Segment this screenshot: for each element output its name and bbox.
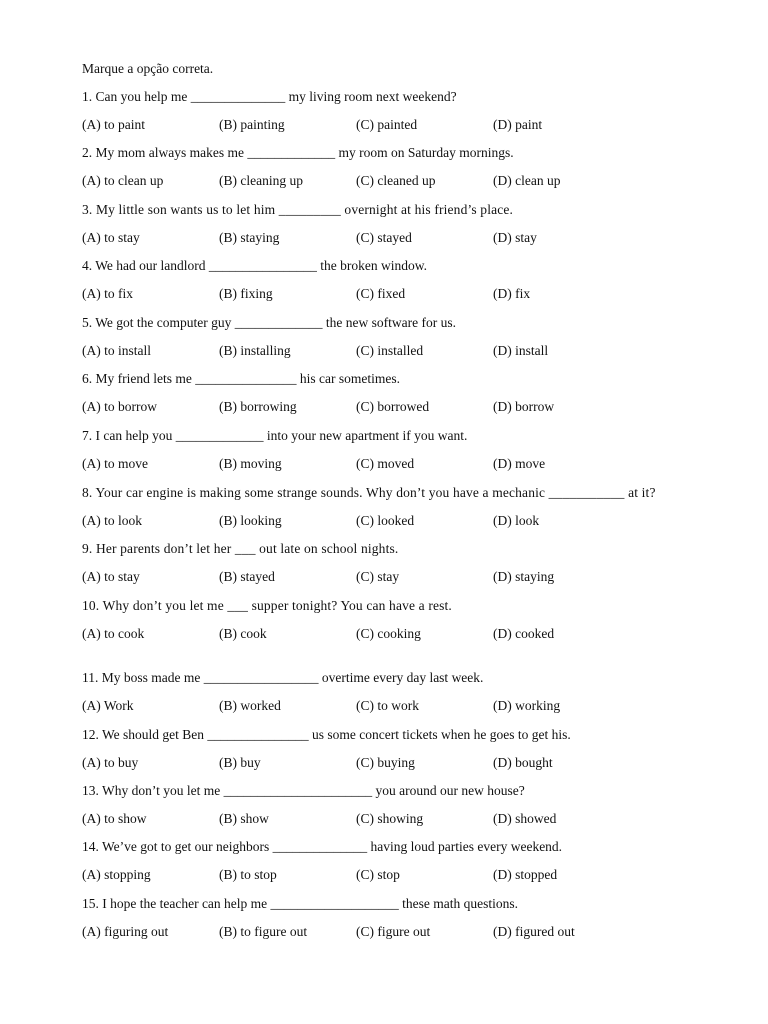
option-a: (A) to cook [82, 626, 145, 641]
option-c: (C) showing [356, 811, 424, 826]
question-text: 10. Why don’t you let me ___ supper tonight? You can have a rest. [82, 598, 452, 613]
question-options [82, 923, 762, 941]
question-options [82, 512, 762, 530]
option-c: (C) installed [356, 343, 424, 358]
option-a: (A) to fix [82, 286, 133, 301]
question-options [82, 398, 762, 416]
option-a: (A) to clean up [82, 173, 164, 188]
option-a: (A) to borrow [82, 399, 157, 414]
option-b: (B) to figure out [219, 924, 308, 939]
question-options [82, 342, 762, 360]
option-d: (D) stopped [493, 867, 558, 882]
question-options [82, 172, 762, 190]
question-text: 6. My friend lets me _______________ his car sometimes. [82, 371, 400, 386]
question-text: 5. We got the computer guy _____________ the new software for us. [82, 315, 456, 330]
question-text: 2. My mom always makes me _____________ my room on Saturday mornings. [82, 145, 514, 160]
question-text: 3. My little son wants us to let him _________ overnight at his friend’s place. [82, 202, 514, 217]
question-options [82, 455, 762, 473]
question-options [82, 866, 762, 884]
option-d: (D) move [493, 456, 546, 471]
option-c: (C) fixed [356, 286, 406, 301]
option-b: (B) staying [219, 230, 280, 245]
option-c: (C) buying [356, 755, 415, 770]
option-c: (C) stayed [356, 230, 412, 245]
question-options [82, 229, 762, 247]
option-d: (D) borrow [493, 399, 555, 414]
option-d: (D) figured out [493, 924, 575, 939]
question-options [82, 625, 762, 643]
question-options [82, 697, 762, 715]
option-c: (C) looked [356, 513, 415, 528]
question-options [82, 285, 762, 303]
option-c: (C) borrowed [356, 399, 430, 414]
option-d: (D) look [493, 513, 540, 528]
option-d: (D) stay [493, 230, 537, 245]
option-d: (D) fix [493, 286, 531, 301]
option-a: (A) to move [82, 456, 148, 471]
option-b: (B) to stop [219, 867, 277, 882]
question-text: 11. My boss made me _________________ overtime every day last week. [82, 670, 484, 685]
question-options [82, 116, 762, 134]
option-a: (A) to stay [82, 569, 140, 584]
option-b: (B) stayed [219, 569, 275, 584]
option-b: (B) cook [219, 626, 267, 641]
option-a: (A) to stay [82, 230, 140, 245]
question-options [82, 568, 762, 586]
option-d: (D) bought [493, 755, 553, 770]
question-text: 12. We should get Ben _______________ us some concert tickets when he goes to get his. [82, 727, 571, 742]
option-d: (D) install [493, 343, 549, 358]
question-options [82, 754, 762, 772]
option-c: (C) to work [356, 698, 419, 713]
option-d: (D) cooked [493, 626, 555, 641]
instruction-text: Marque a opção correta. [82, 61, 214, 76]
option-d: (D) clean up [493, 173, 561, 188]
option-b: (B) show [219, 811, 269, 826]
option-b: (B) fixing [219, 286, 273, 301]
question-text: 14. We’ve got to get our neighbors ______________ having loud parties every weekend. [82, 839, 563, 854]
option-c: (C) figure out [356, 924, 431, 939]
option-d: (D) showed [493, 811, 557, 826]
option-c: (C) painted [356, 117, 418, 132]
question-text: 9. Her parents don’t let her ___ out late on school nights. [82, 541, 399, 556]
option-a: (A) to look [82, 513, 142, 528]
question-text: 15. I hope the teacher can help me ___________________ these math questions. [82, 896, 519, 911]
option-c: (C) cleaned up [356, 173, 436, 188]
option-b: (B) borrowing [219, 399, 297, 414]
option-b: (B) cleaning up [219, 173, 303, 188]
question-options [82, 810, 762, 828]
option-d: (D) working [493, 698, 561, 713]
option-a: (A) to show [82, 811, 147, 826]
question-text: 4. We had our landlord ________________ the broken window. [82, 258, 427, 273]
question-text: 13. Why don’t you let me ______________________ you around our new house? [82, 783, 525, 798]
option-c: (C) cooking [356, 626, 421, 641]
question-text: 7. I can help you _____________ into your new apartment if you want. [82, 428, 468, 443]
option-b: (B) moving [219, 456, 282, 471]
option-a: (A) to install [82, 343, 151, 358]
option-c: (C) stop [356, 867, 400, 882]
option-d: (D) staying [493, 569, 555, 584]
option-a: (A) to paint [82, 117, 145, 132]
option-a: (A) Work [82, 698, 134, 713]
option-b: (B) installing [219, 343, 291, 358]
option-c: (C) stay [356, 569, 400, 584]
question-text: 8. Your car engine is making some strange sounds. Why don’t you have a mechanic ___________ at it? [82, 485, 656, 500]
option-a: (A) stopping [82, 867, 151, 882]
option-c: (C) moved [356, 456, 415, 471]
option-b: (B) worked [219, 698, 281, 713]
question-text: 1. Can you help me ______________ my living room next weekend? [82, 89, 457, 104]
option-a: (A) figuring out [82, 924, 169, 939]
option-d: (D) paint [493, 117, 543, 132]
option-b: (B) looking [219, 513, 282, 528]
option-b: (B) buy [219, 755, 261, 770]
option-b: (B) painting [219, 117, 285, 132]
option-a: (A) to buy [82, 755, 139, 770]
